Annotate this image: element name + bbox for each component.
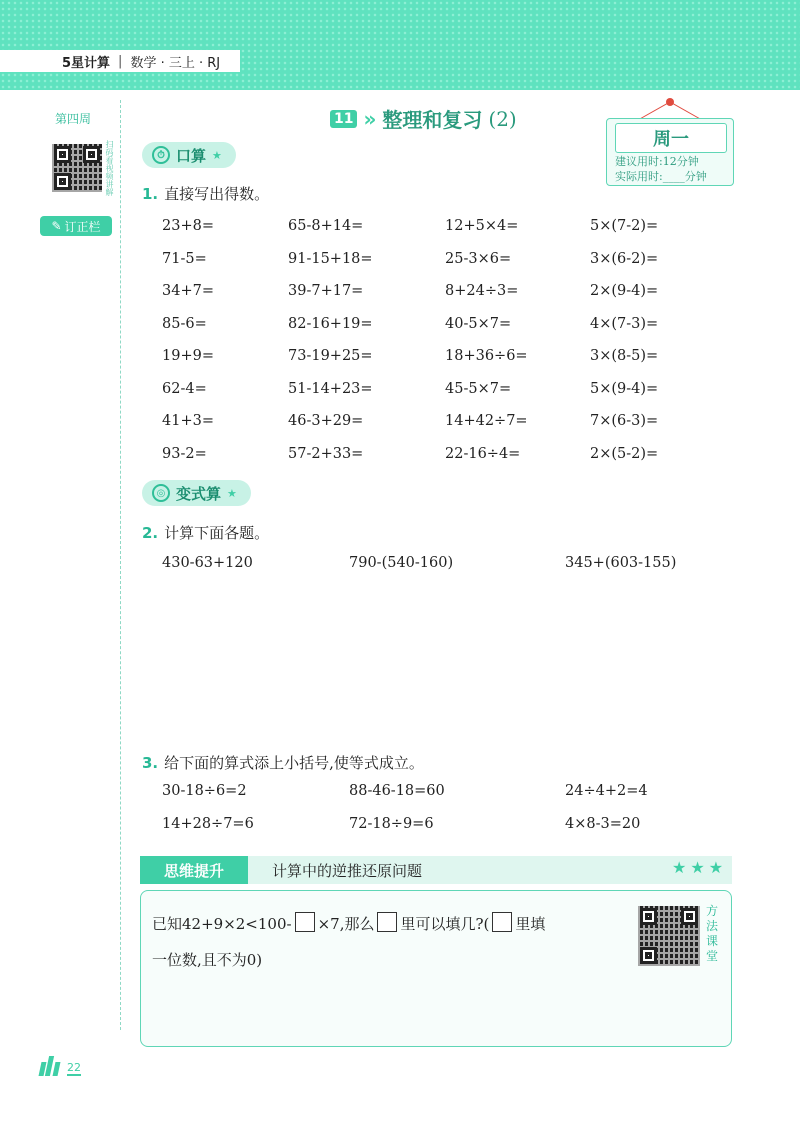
q1-row bbox=[162, 283, 722, 316]
header-band bbox=[0, 0, 800, 90]
header-bar bbox=[0, 50, 240, 72]
q1-item: 91-15+18= bbox=[288, 250, 373, 267]
thinking-problem: 已知42+9×2<100- ×7,那么 里可以填几?( 里填 一位数,且不为0) bbox=[152, 906, 632, 978]
lesson-title: 整理和复习 bbox=[382, 108, 483, 132]
q1-item: 2×(9-4)= bbox=[590, 283, 659, 299]
section-variant-label: 变式算 bbox=[176, 484, 222, 503]
q1-item: 41+3= bbox=[162, 413, 214, 429]
chevron-right-icon: » bbox=[363, 106, 377, 131]
q1-row bbox=[162, 251, 722, 284]
q1-item: 5×(9-4)= bbox=[590, 380, 659, 397]
q1-item: 46-3+29= bbox=[288, 413, 364, 429]
q1-grid bbox=[162, 218, 722, 478]
q1-item: 39-7+17= bbox=[288, 283, 364, 299]
lesson-part: (2) bbox=[488, 106, 517, 131]
section-variant bbox=[142, 480, 251, 506]
q3-item: 72-18÷9=6 bbox=[349, 816, 434, 832]
q1-row bbox=[162, 348, 722, 381]
subject-label: 数学 · 三上 · RJ bbox=[130, 55, 221, 71]
actual-time: 实际用时:____分钟 bbox=[615, 170, 707, 183]
q1-row bbox=[162, 316, 722, 349]
suggested-time: 建议用时:12分钟 bbox=[615, 155, 699, 168]
qr-caption: 扫码看视频讲解 bbox=[105, 140, 114, 196]
q3-item: 24÷4+2=4 bbox=[565, 783, 648, 799]
method-class-label: 方法课堂 bbox=[705, 904, 718, 963]
day-name: 周一 bbox=[615, 123, 727, 153]
q1-item: 14+42÷7= bbox=[445, 413, 528, 429]
thinking-tag: 思维提升 bbox=[140, 856, 248, 884]
page-title bbox=[330, 104, 517, 133]
q1-item: 5×(7-2)= bbox=[590, 218, 659, 234]
q1-row bbox=[162, 413, 722, 446]
answer-box[interactable] bbox=[492, 912, 512, 932]
star-icon: ★ bbox=[212, 148, 222, 162]
q3-item: 4×8-3=20 bbox=[565, 816, 641, 832]
q2-item: 345+(603-155) bbox=[565, 555, 677, 571]
q1-item: 23+8= bbox=[162, 218, 214, 234]
brand-label: 5星计算 bbox=[62, 55, 111, 71]
fix-tag-label: 订正栏 bbox=[64, 219, 101, 234]
q1-item: 2×(5-2)= bbox=[590, 445, 659, 462]
q1-item: 93-2= bbox=[162, 445, 207, 462]
q3-title: 3. 给下面的算式添上小括号,使等式成立。 bbox=[142, 754, 424, 772]
q1-item: 65-8+14= bbox=[288, 218, 364, 234]
pencil-icon: ✎ bbox=[51, 219, 62, 233]
thinking-subtitle: 计算中的逆推还原问题 bbox=[272, 862, 423, 880]
lesson-number: 11 bbox=[330, 110, 357, 128]
stopwatch-icon: ⏱ bbox=[152, 146, 170, 164]
q1-item: 51-14+23= bbox=[288, 380, 373, 397]
answer-box[interactable] bbox=[377, 912, 397, 932]
page-footer bbox=[40, 1056, 81, 1076]
header-divider: | bbox=[118, 53, 123, 69]
week-label: 第四周 bbox=[55, 112, 92, 126]
q1-item: 57-2+33= bbox=[288, 445, 364, 462]
q1-item: 8+24÷3= bbox=[445, 283, 519, 299]
fix-tag bbox=[40, 216, 112, 236]
q1-item: 40-5×7= bbox=[445, 315, 512, 332]
q1-row bbox=[162, 381, 722, 414]
star-icon: ★ bbox=[227, 486, 237, 500]
q1-item: 19+9= bbox=[162, 348, 214, 364]
q1-item: 34+7= bbox=[162, 283, 214, 299]
q1-item: 62-4= bbox=[162, 380, 207, 397]
q1-item: 7×(6-3)= bbox=[590, 413, 659, 429]
q3-item: 14+28÷7=6 bbox=[162, 816, 254, 832]
q1-title: 1. 直接写出得数。 bbox=[142, 185, 270, 203]
section-oral bbox=[142, 142, 236, 168]
difficulty-stars: ★★★ bbox=[672, 858, 728, 877]
method-qr-code-icon[interactable] bbox=[638, 906, 700, 966]
footer-bar bbox=[53, 1062, 61, 1076]
q2-item: 430-63+120 bbox=[162, 555, 253, 571]
q1-row bbox=[162, 446, 722, 479]
page-number: 22 bbox=[67, 1061, 81, 1074]
q2-title: 2. 计算下面各题。 bbox=[142, 524, 270, 542]
q1-item: 82-16+19= bbox=[288, 315, 373, 332]
q1-item: 85-6= bbox=[162, 315, 207, 332]
q1-item: 22-16÷4= bbox=[445, 445, 521, 462]
q3-item: 88-46-18=60 bbox=[349, 783, 445, 799]
binding-line bbox=[120, 100, 121, 1030]
q1-item: 45-5×7= bbox=[445, 380, 512, 397]
q2-item: 790-(540-160) bbox=[349, 555, 454, 571]
section-oral-label: 口算 bbox=[176, 146, 207, 165]
q1-item: 71-5= bbox=[162, 250, 207, 267]
q1-item: 73-19+25= bbox=[288, 348, 373, 364]
q1-item: 3×(6-2)= bbox=[590, 250, 659, 267]
q1-item: 12+5×4= bbox=[445, 218, 519, 234]
q1-item: 25-3×6= bbox=[445, 250, 512, 267]
qr-code-icon[interactable] bbox=[52, 144, 102, 192]
q1-item: 3×(8-5)= bbox=[590, 348, 659, 364]
q1-item: 4×(7-3)= bbox=[590, 315, 659, 332]
q1-item: 18+36÷6= bbox=[445, 348, 528, 364]
q3-item: 30-18÷6=2 bbox=[162, 783, 247, 799]
q1-row bbox=[162, 218, 722, 251]
day-card bbox=[606, 118, 734, 186]
answer-box[interactable] bbox=[295, 912, 315, 932]
target-icon: ◎ bbox=[152, 484, 170, 502]
